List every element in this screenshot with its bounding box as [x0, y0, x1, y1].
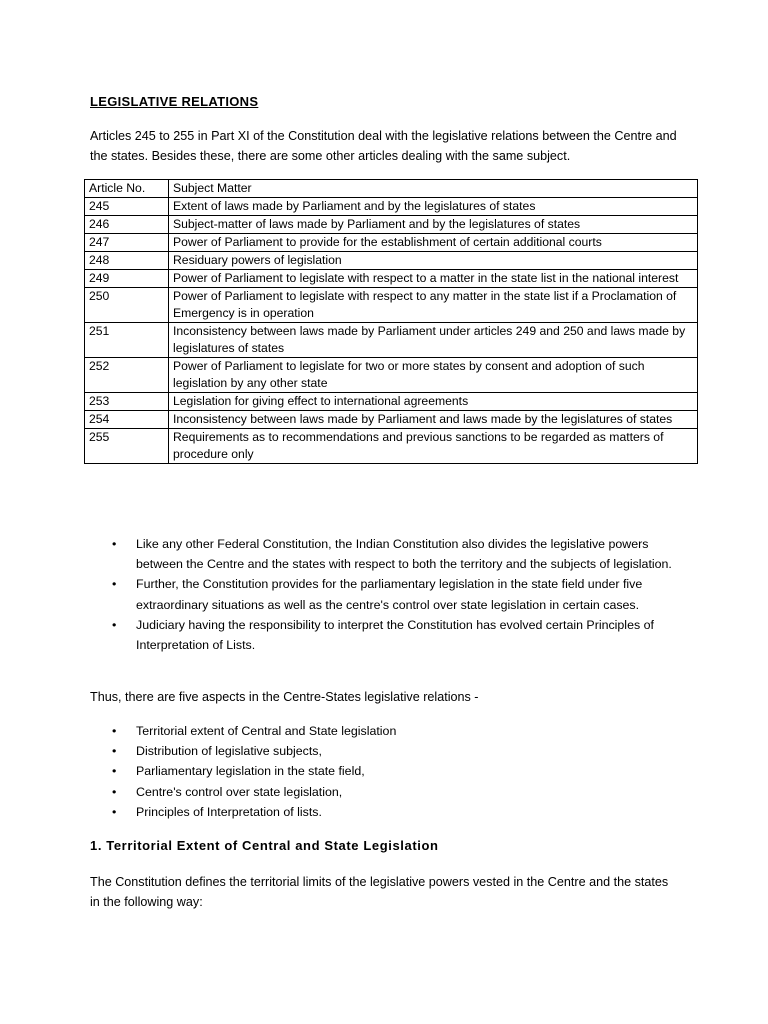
- intro-paragraph: Articles 245 to 255 in Part XI of the Constitution deal with the legislative relations between the Centre and the states. Besides these, there are some other articles dealing with the same subject.: [90, 129, 677, 163]
- article-number: 253: [85, 393, 169, 411]
- article-number: 252: [85, 358, 169, 393]
- article-number: 245: [85, 198, 169, 216]
- list-item: • Further, the Constitution provides for the parliamentary legislation in the state field under five extraordinary situations as well as the centre's control over state legislation in certain cases.: [90, 574, 680, 614]
- table-row: [85, 216, 698, 234]
- subject-matter: Requirements as to recommendations and previous sanctions to be regarded as matters of procedure only: [169, 429, 698, 464]
- column-header-article: Article No.: [85, 180, 169, 198]
- list-item: • Distribution of legislative subjects,: [90, 741, 680, 761]
- article-number: 247: [85, 234, 169, 252]
- subject-matter: Subject-matter of laws made by Parliament and by the legislatures of states: [169, 216, 698, 234]
- table-row: [85, 270, 698, 288]
- article-number: 254: [85, 411, 169, 429]
- subject-matter: Power of Parliament to legislate with respect to any matter in the state list if a Proclamation of Emergency is in operation: [169, 288, 698, 323]
- column-header-subject: Subject Matter: [169, 180, 698, 198]
- article-number: 255: [85, 429, 169, 464]
- table-row: [85, 198, 698, 216]
- section-paragraph: The Constitution defines the territorial limits of the legislative powers vested in the Centre and the states in the following way:: [90, 875, 669, 909]
- article-number: 246: [85, 216, 169, 234]
- section-heading: 1. Territorial Extent of Central and State Legislation: [90, 838, 439, 853]
- table-row: [85, 393, 698, 411]
- article-number: 250: [85, 288, 169, 323]
- subject-matter: Power of Parliament to legislate for two or more states by consent and adoption of such legislation by any other state: [169, 358, 698, 393]
- subject-matter: Power of Parliament to legislate with respect to a matter in the state list in the national interest: [169, 270, 698, 288]
- subject-matter: Inconsistency between laws made by Parliament under articles 249 and 250 and laws made by legislatures of states: [169, 323, 698, 358]
- list-item: • Centre's control over state legislation,: [90, 782, 680, 802]
- table-row: [85, 323, 698, 358]
- subject-matter: Extent of laws made by Parliament and by the legislatures of states: [169, 198, 698, 216]
- table-row: [85, 288, 698, 323]
- subject-matter: Power of Parliament to provide for the establishment of certain additional courts: [169, 234, 698, 252]
- aspects-bullet-list: [90, 721, 680, 822]
- table-row: [85, 411, 698, 429]
- subject-matter: Legislation for giving effect to international agreements: [169, 393, 698, 411]
- aspects-intro: Thus, there are five aspects in the Centre-States legislative relations -: [90, 690, 479, 704]
- table-row: [85, 358, 698, 393]
- articles-table: [84, 179, 698, 464]
- list-item: • Judiciary having the responsibility to interpret the Constitution has evolved certain Principles of Interpretation of Lists.: [90, 615, 680, 655]
- article-number: 249: [85, 270, 169, 288]
- table-row: [85, 234, 698, 252]
- article-number: 251: [85, 323, 169, 358]
- subject-matter: Residuary powers of legislation: [169, 252, 698, 270]
- table-row: [85, 429, 698, 464]
- page-title: LEGISLATIVE RELATIONS: [90, 94, 259, 109]
- list-item: • Territorial extent of Central and State legislation: [90, 721, 680, 741]
- list-item: • Parliamentary legislation in the state field,: [90, 761, 680, 781]
- list-item: • Principles of Interpretation of lists.: [90, 802, 680, 822]
- subject-matter: Inconsistency between laws made by Parliament and laws made by the legislatures of states: [169, 411, 698, 429]
- table-row: [85, 252, 698, 270]
- table-header-row: [85, 180, 698, 198]
- article-number: 248: [85, 252, 169, 270]
- overview-bullet-list: [90, 534, 680, 655]
- list-item: • Like any other Federal Constitution, the Indian Constitution also divides the legislative powers between the Centre and the states with respect to both the territory and the subjects of legislation.: [90, 534, 680, 574]
